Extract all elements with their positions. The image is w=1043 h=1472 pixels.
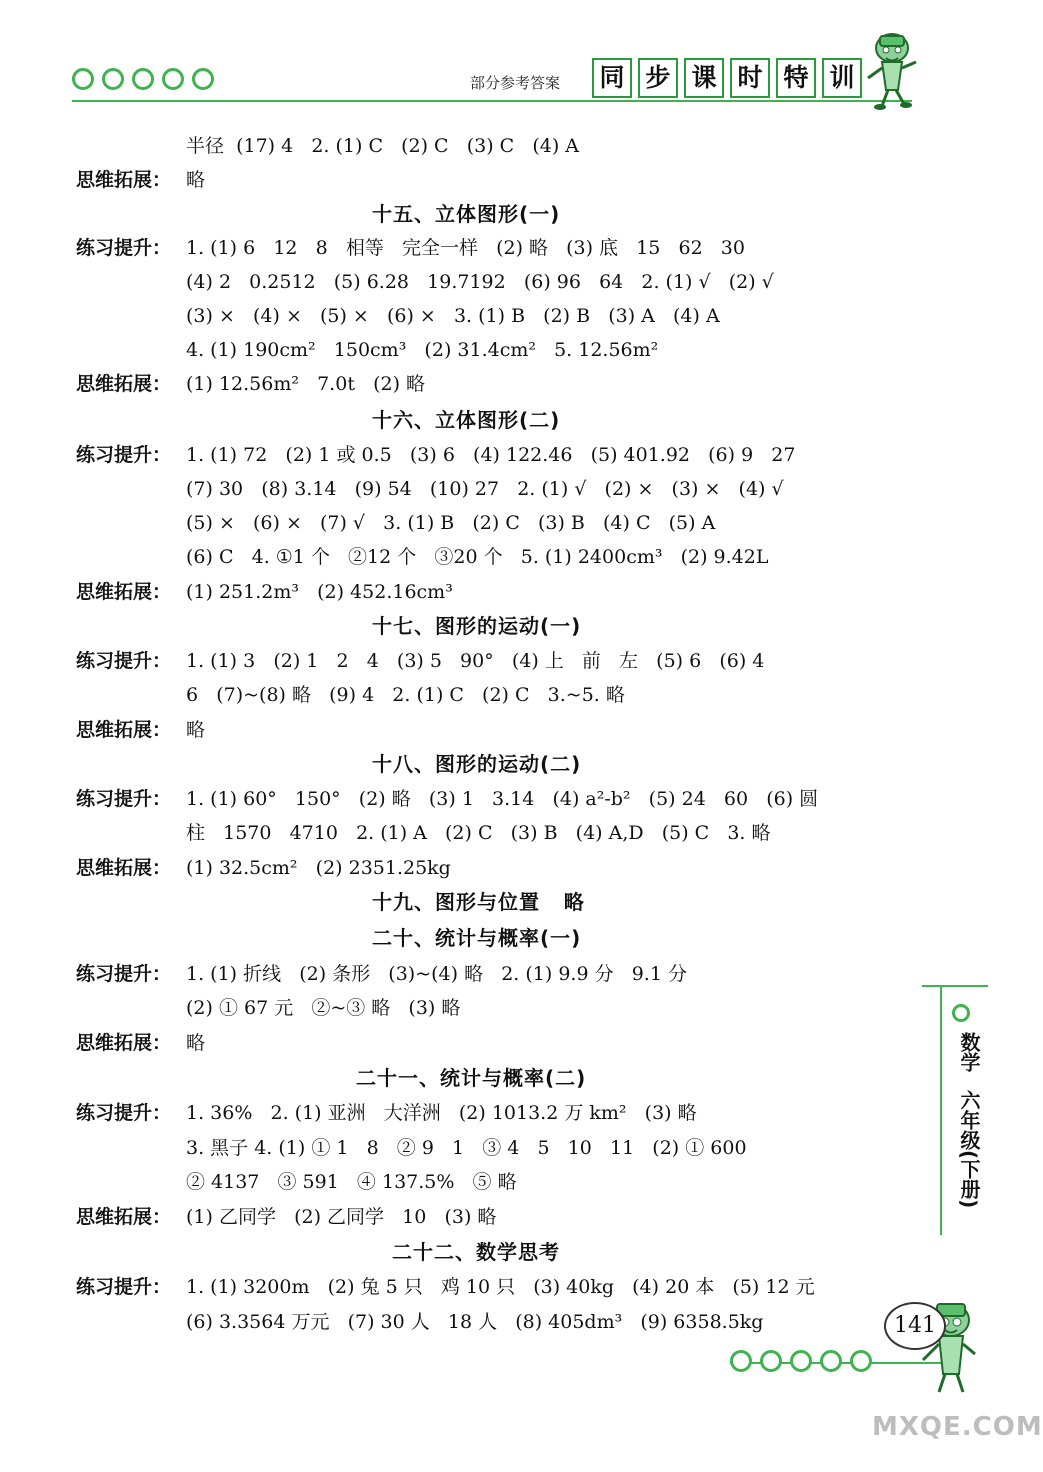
title-char: 课 <box>684 58 724 98</box>
section-heading: 二十、统计与概率(一) <box>372 926 582 950</box>
footer-circle-decoration <box>730 1350 872 1372</box>
section-label: 练习提升： <box>76 1102 172 1124</box>
decor-circle <box>952 1004 970 1022</box>
page-number: 141 <box>884 1302 946 1350</box>
answer-line: 1. (1) 6 12 8 相等 完全一样 (2) 略 (3) 底 15 62 30 <box>186 237 745 259</box>
answer-line: (5) × (6) × (7) √ 3. (1) B (2) C (3) B (4) C (5) A <box>186 512 716 534</box>
answer-line: 柱 1570 4710 2. (1) A (2) C (3) B (4) A,D (5) C 3. 略 <box>186 822 771 844</box>
answer-line: 1. 36% 2. (1) 亚洲 大洋洲 (2) 1013.2 万 km² (3) 略 <box>186 1102 697 1124</box>
answer-line: (2) ① 67 元 ②~③ 略 (3) 略 <box>186 997 461 1019</box>
title-char: 特 <box>776 58 816 98</box>
section-label: 练习提升： <box>76 444 172 466</box>
answer-line: 1. (1) 60° 150° (2) 略 (3) 1 3.14 (4) a²-b² (5) 24 60 (6) 圆 <box>186 788 819 810</box>
title-char: 同 <box>592 58 632 98</box>
answer-line: 略 <box>186 719 206 741</box>
pencil-mascot-icon <box>860 28 924 112</box>
watermark-text: MXQE.COM <box>872 1412 1043 1442</box>
decor-circle <box>192 68 214 90</box>
section-heading: 十八、图形的运动(二) <box>372 752 582 776</box>
decor-circle <box>102 68 124 90</box>
answer-line: (1) 251.2m³ (2) 452.16cm³ <box>186 581 453 603</box>
answer-line: (3) × (4) × (5) × (6) × 3. (1) B (2) B (3) A (4) A <box>186 305 720 327</box>
sidebar-rule <box>922 985 988 987</box>
section-label: 练习提升： <box>76 237 172 259</box>
section-label: 练习提升： <box>76 788 172 810</box>
answer-line: (1) 32.5cm² (2) 2351.25kg <box>186 857 451 879</box>
answer-line: 1. (1) 3 (2) 1 2 4 (3) 5 90° (4) 上 前 左 (5) 6 (6) 4 <box>186 650 765 672</box>
sidebar-subject: 数学 <box>957 1032 981 1072</box>
header-label: 部分参考答案 <box>470 74 561 92</box>
section-label: 思维拓展： <box>76 857 172 879</box>
section-label: 思维拓展： <box>76 1032 172 1054</box>
section-heading: 二十一、统计与概率(二) <box>356 1066 587 1090</box>
answer-line: 半径 (17) 4 2. (1) C (2) C (3) C (4) A <box>186 135 579 157</box>
answer-line: (4) 2 0.2512 (5) 6.28 19.7192 (6) 96 64 2. (1) √ (2) √ <box>186 271 774 293</box>
answer-line: 4. (1) 190cm² 150cm³ (2) 31.4cm² 5. 12.56m² <box>186 339 659 361</box>
answer-line: 6 (7)~(8) 略 (9) 4 2. (1) C (2) C 3.~5. 略 <box>186 684 625 706</box>
book-title <box>592 58 868 98</box>
header-circle-decoration <box>72 68 214 90</box>
answer-line: (1) 乙同学 (2) 乙同学 10 (3) 略 <box>186 1206 497 1228</box>
header-rule <box>72 100 912 102</box>
section-label: 思维拓展： <box>76 581 172 603</box>
answer-line: 1. (1) 折线 (2) 条形 (3)~(4) 略 2. (1) 9.9 分 9.1 分 <box>186 963 687 985</box>
section-label: 思维拓展： <box>76 373 172 395</box>
decor-circle <box>790 1350 812 1372</box>
section-label: 思维拓展： <box>76 1206 172 1228</box>
section-label: 练习提升： <box>76 650 172 672</box>
sidebar-rule-vertical <box>940 985 942 1235</box>
answer-line: 1. (1) 72 (2) 1 或 0.5 (3) 6 (4) 122.46 (5) 401.92 (6) 9 27 <box>186 444 796 466</box>
section-label: 思维拓展： <box>76 169 172 191</box>
sidebar-grade: 六年级(下册) <box>957 1090 981 1209</box>
answer-line: 3. 黑子 4. (1) ① 1 8 ② 9 1 ③ 4 5 10 11 (2) ① 600 <box>186 1137 747 1159</box>
answer-line: (7) 30 (8) 3.14 (9) 54 (10) 27 2. (1) √ (2) × (3) × (4) √ <box>186 478 784 500</box>
title-char: 时 <box>730 58 770 98</box>
title-char: 训 <box>822 58 862 98</box>
answer-line: ② 4137 ③ 591 ④ 137.5% ⑤ 略 <box>186 1171 517 1193</box>
title-char: 步 <box>638 58 678 98</box>
section-label: 练习提升： <box>76 963 172 985</box>
section-heading: 十九、图形与位置 略 <box>372 890 585 914</box>
section-label: 练习提升： <box>76 1276 172 1298</box>
section-label: 思维拓展： <box>76 719 172 741</box>
decor-circle <box>820 1350 842 1372</box>
decor-circle <box>850 1350 872 1372</box>
decor-circle <box>730 1350 752 1372</box>
decor-circle <box>132 68 154 90</box>
answer-line: 略 <box>186 169 206 191</box>
answer-line: (6) C 4. ①1 个 ②12 个 ③20 个 5. (1) 2400cm³ (2) 9.42L <box>186 546 769 568</box>
decor-circle <box>72 68 94 90</box>
answer-line: 略 <box>186 1032 206 1054</box>
section-heading: 十七、图形的运动(一) <box>372 614 582 638</box>
decor-circle <box>162 68 184 90</box>
section-heading: 十五、立体图形(一) <box>372 202 561 226</box>
answer-line: 1. (1) 3200m (2) 兔 5 只 鸡 10 只 (3) 40kg (4) 20 本 (5) 12 元 <box>186 1276 815 1298</box>
answer-line: (6) 3.3564 万元 (7) 30 人 18 人 (8) 405dm³ (9) 6358.5kg <box>186 1311 764 1333</box>
decor-circle <box>760 1350 782 1372</box>
section-heading: 二十二、数学思考 <box>392 1240 560 1264</box>
answer-line: (1) 12.56m² 7.0t (2) 略 <box>186 373 426 395</box>
section-heading: 十六、立体图形(二) <box>372 408 561 432</box>
